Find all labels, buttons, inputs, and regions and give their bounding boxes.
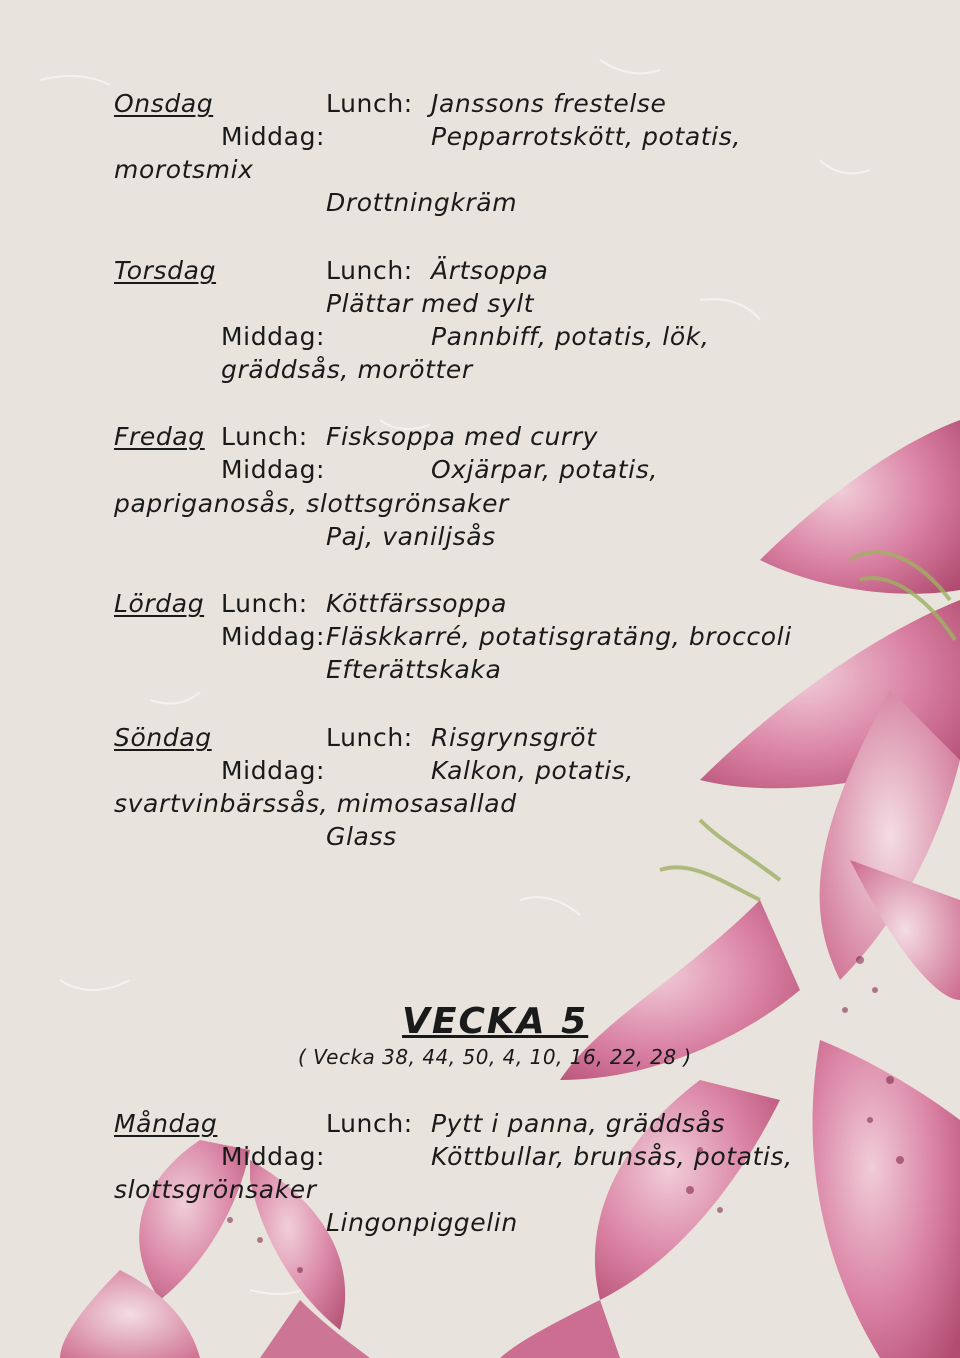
day-sondag: Söndag (114, 723, 212, 752)
sondag-dessert: Glass (326, 822, 397, 851)
torsdag-lunch-extra: Plättar med sylt (326, 289, 535, 318)
fredag-dessert: Paj, vaniljsås (326, 522, 496, 551)
lordag-lunch: Köttfärssoppa (326, 589, 508, 618)
day-onsdag: Onsdag (114, 89, 214, 118)
sondag-middag: Kalkon, potatis, (431, 756, 634, 785)
day-mandag: Måndag (114, 1109, 218, 1138)
sondag-middag-cont: svartvinbärssås, mimosasallad (114, 789, 517, 818)
week-subtitle: ( Vecka 38, 44, 50, 4, 10, 16, 22, 28 ) (298, 1045, 692, 1069)
mandag-middag-cont: slottsgrönsaker (114, 1175, 317, 1204)
day-fredag: Fredag (114, 422, 205, 451)
sondag-row (114, 723, 212, 753)
fredag-middag: Oxjärpar, potatis, (431, 455, 658, 484)
middag-label: Middag: (221, 756, 326, 785)
mandag-lunch: Pytt i panna, gräddsås (431, 1109, 726, 1138)
lordag-dessert: Efterättskaka (326, 655, 502, 684)
torsdag-middag: Pannbiff, potatis, lök, (431, 322, 710, 351)
middag-label: Middag: (221, 622, 326, 651)
lordag-row (114, 589, 204, 619)
mandag-dessert: Lingonpiggelin (326, 1208, 518, 1237)
day-lordag: Lördag (114, 589, 205, 618)
torsdag-row (114, 256, 216, 286)
lunch-label: Lunch: (326, 723, 413, 752)
lunch-label: Lunch: (221, 589, 308, 618)
day-torsdag: Torsdag (114, 256, 217, 285)
week-title: VECKA 5 (402, 1001, 589, 1042)
torsdag-middag-cont: gräddsås, morötter (221, 355, 473, 384)
lunch-label: Lunch: (221, 422, 308, 451)
onsdag-lunch: Janssons frestelse (431, 89, 667, 118)
middag-label: Middag: (221, 122, 326, 151)
middag-label: Middag: (221, 322, 326, 351)
sondag-lunch: Risgrynsgröt (431, 723, 597, 752)
onsdag-middag-cont: morotsmix (114, 155, 254, 184)
lunch-label: Lunch: (326, 1109, 413, 1138)
torsdag-lunch: Ärtsoppa (431, 256, 549, 285)
fredag-middag-cont: papriganosås, slottsgrönsaker (114, 489, 509, 518)
middag-label: Middag: (221, 1142, 326, 1171)
lordag-middag: Fläskkarré, potatisgratäng, broccoli (326, 622, 792, 651)
onsdag-dessert: Drottningkräm (326, 188, 518, 217)
onsdag-row (114, 89, 213, 119)
mandag-row (114, 1109, 217, 1139)
lunch-label: Lunch: (326, 256, 413, 285)
fredag-lunch: Fisksoppa med curry (326, 422, 599, 451)
mandag-middag: Köttbullar, brunsås, potatis, (431, 1142, 793, 1171)
onsdag-middag: Pepparrotskött, potatis, (431, 122, 741, 151)
lunch-label: Lunch: (326, 89, 413, 118)
fredag-row (114, 422, 205, 452)
middag-label: Middag: (221, 455, 326, 484)
